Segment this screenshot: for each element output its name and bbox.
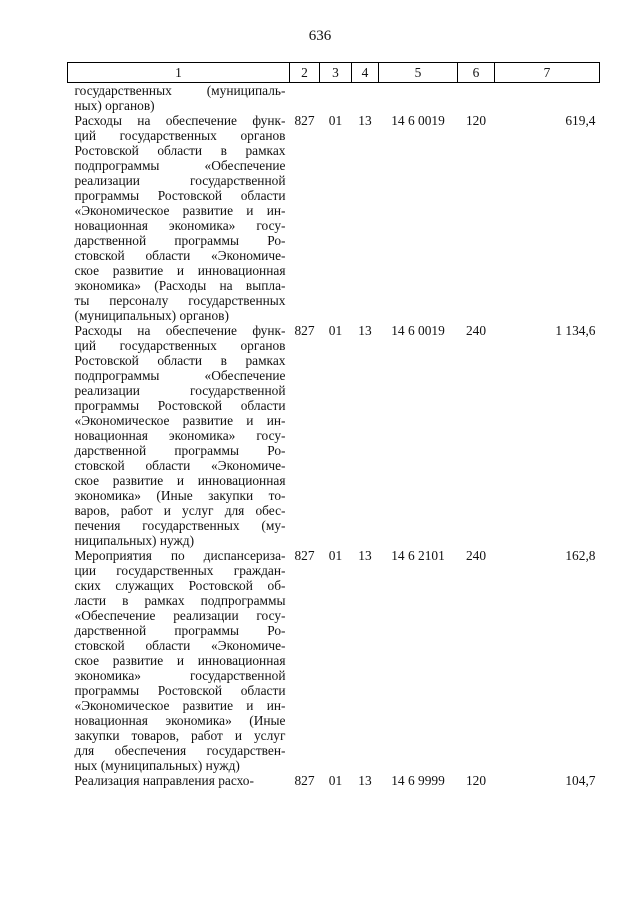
description-line: новационная экономика» (Иные xyxy=(74,713,286,728)
description-line: экономика» (Расходы на выпла- xyxy=(74,278,286,293)
header-col-3: 3 xyxy=(320,63,352,83)
description-line: реализации государственной xyxy=(74,383,286,398)
description-line: ское развитие и инновационная xyxy=(74,473,286,488)
row-subsection-code xyxy=(352,83,379,114)
row-amount: 104,7 xyxy=(565,773,596,788)
row-description xyxy=(68,83,290,114)
header-col-2: 2 xyxy=(290,63,320,83)
row-description xyxy=(68,773,290,794)
row-target-article: 14 6 0019 xyxy=(391,113,445,128)
description-line: программы Ростовской области xyxy=(74,398,286,413)
row-ministry-code: 827 xyxy=(294,548,315,563)
description-line: программы Ростовской области xyxy=(74,188,286,203)
row-subsection-code: 13 xyxy=(358,548,372,563)
description-line: подпрограммы «Обеспечение xyxy=(74,368,286,383)
row-description xyxy=(68,548,290,773)
row-subsection-code: 13 xyxy=(358,113,372,128)
description-line: подпрограммы «Обеспечение xyxy=(74,158,286,173)
table-row xyxy=(68,323,600,548)
description-line: Мероприятия по диспансеризa- xyxy=(74,548,286,563)
row-section-code: 01 xyxy=(328,113,343,128)
row-expense-type: 120 xyxy=(465,773,487,788)
description-line: ских служащих Ростовской об- xyxy=(74,578,286,593)
table-body xyxy=(68,83,600,795)
description-line: для обеспечения государствен- xyxy=(74,743,286,758)
description-line: дарственной программы Ро- xyxy=(74,443,286,458)
row-ministry-code xyxy=(290,83,320,114)
description-line: Расходы на обеспечение функ- xyxy=(74,113,286,128)
description-line: дарственной программы Ро- xyxy=(74,233,286,248)
description-line: «Экономическое развитие и ин- xyxy=(74,203,286,218)
row-expense-type: 120 xyxy=(465,113,487,128)
header-col-4: 4 xyxy=(352,63,379,83)
table-row xyxy=(68,773,600,794)
description-line: «Экономическое развитие и ин- xyxy=(74,413,286,428)
description-line: новационная экономика» госу- xyxy=(74,218,286,233)
row-section-code: 01 xyxy=(328,773,343,788)
row-expense-type xyxy=(458,83,495,114)
table-row xyxy=(68,548,600,773)
description-line: ниципальных) нужд) xyxy=(74,533,195,548)
description-line: (муниципальных) органов) xyxy=(74,308,229,323)
header-col-6: 6 xyxy=(458,63,495,83)
row-target-article: 14 6 0019 xyxy=(391,323,445,338)
description-line: стовской области «Экономиче- xyxy=(74,248,286,263)
row-target-article: 14 6 2101 xyxy=(391,548,445,563)
row-subsection-code: 13 xyxy=(358,773,372,788)
row-subsection-code: 13 xyxy=(358,323,372,338)
description-line: ных) органов) xyxy=(74,98,155,113)
description-line: экономика» (Иные закупки то- xyxy=(74,488,286,503)
budget-table xyxy=(67,62,600,794)
description-line: ций государственных органов xyxy=(74,338,286,353)
row-ministry-code: 827 xyxy=(294,773,315,788)
description-line: новационная экономика» госу- xyxy=(74,428,286,443)
description-line: ласти в рамках подпрограммы xyxy=(74,593,286,608)
table-row xyxy=(68,113,600,323)
description-line: Ростовской области в рамках xyxy=(74,353,286,368)
row-ministry-code: 827 xyxy=(294,113,315,128)
description-line: ское развитие и инновационная xyxy=(74,653,286,668)
page-number: 636 xyxy=(308,28,332,44)
row-ministry-code: 827 xyxy=(294,323,315,338)
description-line: реализации государственной xyxy=(74,173,286,188)
description-line: экономика» государственной xyxy=(74,668,286,683)
description-line: ций государственных органов xyxy=(74,128,286,143)
row-amount: 619,4 xyxy=(565,113,596,128)
description-line: государственных (муниципаль- xyxy=(74,83,286,98)
header-col-5: 5 xyxy=(379,63,458,83)
row-amount: 1 134,6 xyxy=(555,323,596,338)
description-line: «Экономическое развитие и ин- xyxy=(74,698,286,713)
row-description xyxy=(68,323,290,548)
description-line: ское развитие и инновационная xyxy=(74,263,286,278)
row-target-article xyxy=(379,83,458,114)
table-header-row xyxy=(68,63,600,83)
row-amount xyxy=(495,83,600,114)
description-line: «Обеспечение реализации госу- xyxy=(74,608,286,623)
row-description xyxy=(68,113,290,323)
description-line: Ростовской области в рамках xyxy=(74,143,286,158)
description-line: закупки товаров, работ и услуг xyxy=(74,728,286,743)
row-section-code xyxy=(320,83,352,114)
row-target-article: 14 6 9999 xyxy=(391,773,445,788)
description-line: программы Ростовской области xyxy=(74,683,286,698)
description-line: варов, работ и услуг для обес- xyxy=(74,503,286,518)
description-line: стовской области «Экономиче- xyxy=(74,638,286,653)
row-expense-type: 240 xyxy=(465,548,487,563)
row-amount: 162,8 xyxy=(565,548,596,563)
description-line: Реализация направления расхо- xyxy=(74,773,254,788)
description-line: ных (муниципальных) нужд) xyxy=(74,758,240,773)
table-row xyxy=(68,83,600,114)
header-col-1: 1 xyxy=(68,63,290,83)
description-line: дарственной программы Ро- xyxy=(74,623,286,638)
description-line: Расходы на обеспечение функ- xyxy=(74,323,286,338)
description-line: печения государственных (му- xyxy=(74,518,286,533)
description-line: ции государственных граждан- xyxy=(74,563,286,578)
header-col-7: 7 xyxy=(495,63,600,83)
description-line: ты персоналу государственных xyxy=(74,293,286,308)
row-section-code: 01 xyxy=(328,323,343,338)
row-expense-type: 240 xyxy=(465,323,487,338)
description-line: стовской области «Экономиче- xyxy=(74,458,286,473)
row-section-code: 01 xyxy=(328,548,343,563)
